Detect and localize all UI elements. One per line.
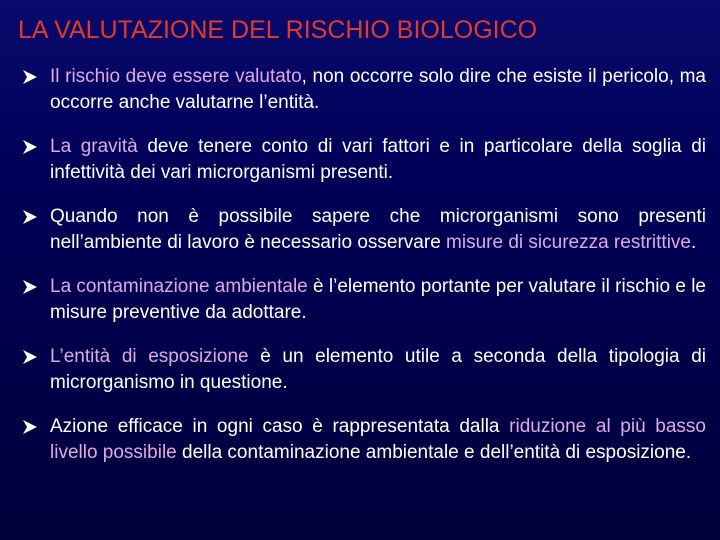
bullet-item bbox=[22, 64, 706, 116]
arrow-bullet-icon bbox=[22, 134, 40, 160]
bullet-item bbox=[22, 134, 706, 186]
bullet-plain: Azione efficace in ogni caso è rappresentata dalla bbox=[50, 416, 510, 437]
bullet-text bbox=[50, 206, 706, 253]
arrow-bullet-icon bbox=[22, 414, 40, 440]
slide-title: LA VALUTAZIONE DEL RISCHIO BIOLOGICO bbox=[18, 16, 538, 44]
arrow-bullet-icon bbox=[22, 204, 40, 230]
bullet-highlight: Il rischio deve essere valutato bbox=[50, 66, 302, 87]
bullet-plain: Quando non è possibile sapere che microrganismi sono presenti nell’ambiente di lavoro è necessario osservare bbox=[50, 206, 706, 253]
bullet-item bbox=[22, 414, 706, 466]
bullet-plain: della contaminazione ambientale e dell’entità di esposizione. bbox=[176, 442, 692, 463]
bullet-text bbox=[50, 136, 706, 183]
bullet-text bbox=[50, 346, 706, 393]
bullet-highlight: L’entità di esposizione bbox=[50, 346, 249, 367]
bullet-text bbox=[50, 276, 706, 323]
bullet-item bbox=[22, 204, 706, 256]
bullet-item bbox=[22, 344, 706, 396]
bullet-item bbox=[22, 274, 706, 326]
arrow-bullet-icon bbox=[22, 274, 40, 300]
bullet-plain: . bbox=[691, 232, 697, 253]
bullet-text bbox=[50, 416, 706, 463]
bullet-plain: è un elemento utile a seconda della tipologia di microrganismo in questione. bbox=[50, 346, 706, 393]
arrow-bullet-icon bbox=[22, 344, 40, 370]
arrow-bullet-icon bbox=[22, 64, 40, 90]
bullet-highlight: misure di sicurezza restrittive bbox=[446, 232, 691, 253]
bullet-plain: , non occorre solo dire che esiste il pericolo, ma occorre anche valutarne l’entità. bbox=[50, 66, 706, 113]
bullet-highlight: riduzione al più basso livello possibile bbox=[50, 416, 706, 463]
bullet-plain: è l’elemento portante per valutare il rischio e le misure preventive da adottare. bbox=[50, 276, 706, 323]
bullet-highlight: La gravità bbox=[50, 136, 138, 157]
bullet-list bbox=[22, 64, 706, 484]
bullet-text bbox=[50, 66, 706, 113]
bullet-highlight: La contaminazione ambientale bbox=[50, 276, 308, 297]
bullet-plain: deve tenere conto di vari fattori e in particolare della soglia di infettività dei vari microrganismi presenti. bbox=[50, 136, 706, 183]
